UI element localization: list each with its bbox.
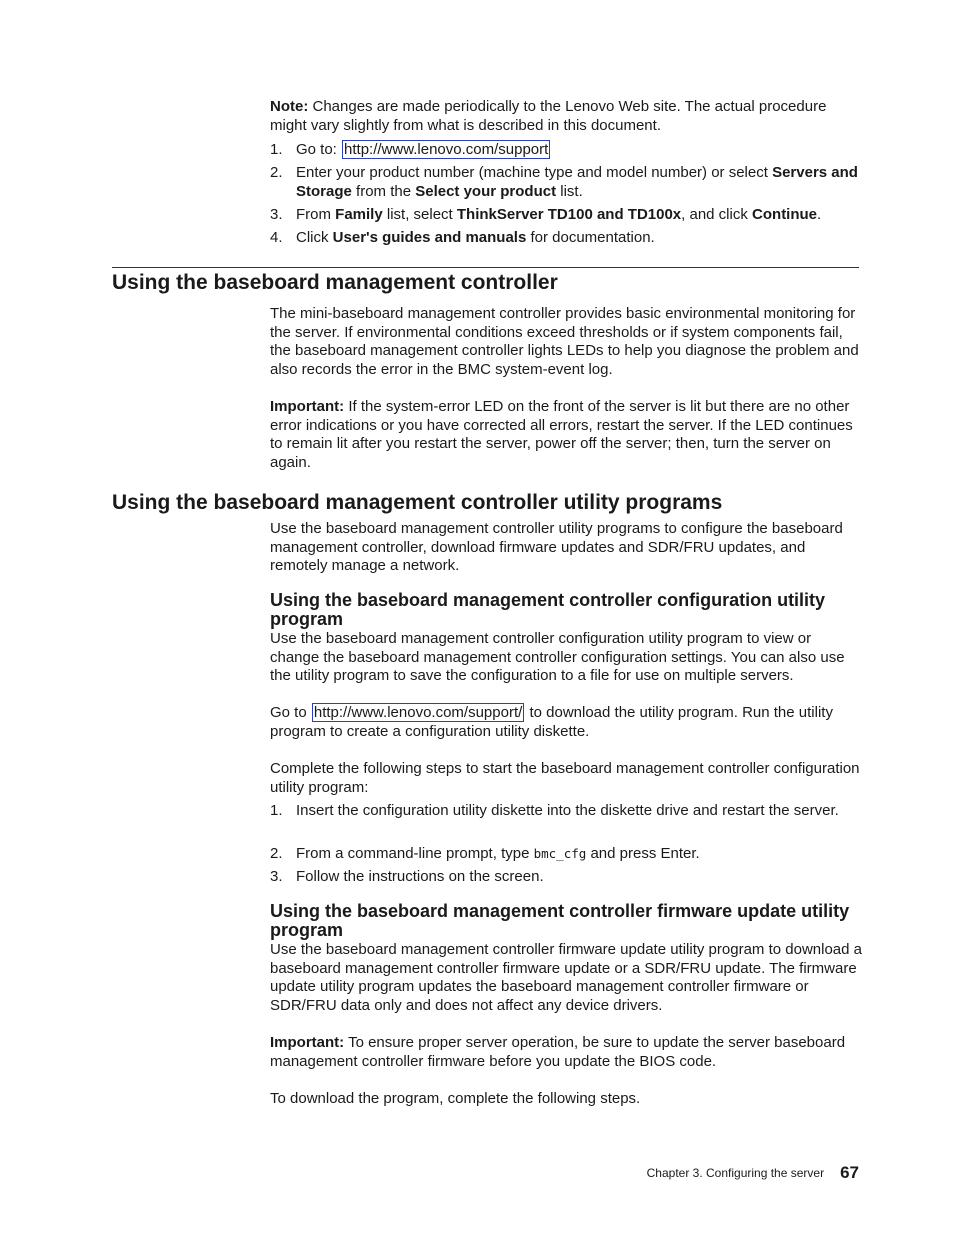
- list-number: 1.: [270, 802, 283, 819]
- list-bold-text: Servers and Storage: [296, 164, 858, 200]
- page-footer: [600, 1163, 859, 1183]
- list-bold-text: Continue: [752, 206, 818, 223]
- list-text: and press Enter.: [586, 845, 700, 862]
- body-paragraph: Use the baseboard management controller firmware update utility program to download a baseboard management controller firmware update or a SDR/FRU update. The firmware update utility program updates the baseboard management controller firmware or SDR/FRU data only and does not affect any device drivers.: [270, 941, 862, 1014]
- list-text: Go to:: [296, 141, 342, 158]
- list-text: From: [296, 206, 336, 223]
- important-label: Important:: [270, 398, 345, 415]
- section-heading: Using the baseboard management controller: [112, 271, 558, 294]
- list-text: From a command-line prompt, type: [296, 845, 534, 862]
- list-text: Insert the configuration utility diskette into the diskette drive and restart the server.: [296, 802, 839, 819]
- page-number: 67: [840, 1163, 859, 1182]
- list-text: Follow the instructions on the screen.: [296, 868, 544, 885]
- body-paragraph: The mini-baseboard management controller provides basic environmental monitoring for the server. If environmental conditions exceed thresholds or if system components fail, the baseboard management controller lights LEDs to help you diagnose the problem and also records the error in the BMC system-event log.: [270, 305, 859, 378]
- note-text: Changes are made periodically to the Lenovo Web site. The actual procedure might vary slightly from what is described in this document.: [270, 98, 827, 134]
- body-paragraph: Use the baseboard management controller utility programs to configure the baseboard management controller, download firmware updates and SDR/FRU updates, and remotely manage a network.: [270, 520, 843, 575]
- body-text: Go to: [270, 704, 311, 721]
- body-paragraph: To download the program, complete the following steps.: [270, 1090, 641, 1107]
- body-paragraph: [270, 704, 862, 741]
- command-code: bmc_cfg: [533, 846, 587, 861]
- list-bold-text: User's guides and manuals: [332, 229, 527, 246]
- list-bold-text: Select your product: [415, 182, 557, 200]
- list-text: list, select: [382, 206, 457, 223]
- important-paragraph: [270, 398, 862, 472]
- body-paragraph: Complete the following steps to start the baseboard management controller configuration utility program:: [270, 760, 860, 796]
- list-text: Click: [296, 229, 333, 246]
- important-paragraph: [270, 1034, 862, 1071]
- list-item: [270, 206, 862, 225]
- list-item: [270, 845, 862, 864]
- list-text: for documentation.: [526, 229, 655, 246]
- subsection-heading: Using the baseboard management controller configuration utility program: [270, 590, 826, 629]
- list-item: [270, 141, 862, 160]
- chapter-label: Chapter 3. Configuring the server: [646, 1166, 825, 1180]
- list-number: 2.: [270, 164, 283, 181]
- list-number: 4.: [270, 229, 283, 246]
- list-bold-text: ThinkServer TD100 and TD100x: [456, 206, 682, 223]
- list-number: 3.: [270, 206, 283, 223]
- section-divider: [112, 267, 859, 268]
- list-number: 2.: [270, 845, 283, 862]
- body-paragraph: Use the baseboard management controller configuration utility program to view or change the baseboard management controller configuration settings. You can also use the utility program to save the configuration to a file for use on multiple servers.: [270, 630, 845, 685]
- list-bold-text: Family: [335, 206, 383, 223]
- important-text: If the system-error LED on the front of the server is lit but there are no other error indications or you have corrected all errors, restart the server. If the LED continues to remain lit after you restart the server, power off the server; then, turn the server on again.: [270, 398, 853, 471]
- list-item: [270, 164, 862, 201]
- section-heading: Using the baseboard management controller utility programs: [112, 491, 723, 514]
- list-number: 3.: [270, 868, 283, 885]
- list-text: Enter your product number (machine type and model number) or select: [296, 164, 773, 181]
- lenovo-support-link[interactable]: http://www.lenovo.com/support: [344, 141, 549, 158]
- list-item: [270, 868, 862, 887]
- list-text: list.: [556, 182, 583, 200]
- list-text: , and click: [681, 206, 753, 223]
- note-label: Note:: [270, 98, 309, 115]
- list-text: .: [817, 206, 822, 223]
- important-text: To ensure proper server operation, be sure to update the server baseboard management controller firmware before you update the BIOS code.: [270, 1034, 846, 1070]
- body-text: to download the utility program. Run the utility program to create a configuration utility diskette.: [270, 704, 833, 740]
- list-number: 1.: [270, 141, 283, 158]
- lenovo-support-link[interactable]: http://www.lenovo.com/support/: [313, 704, 523, 721]
- list-item: [270, 802, 862, 821]
- important-label: Important:: [270, 1034, 345, 1051]
- list-text: from the: [351, 182, 416, 200]
- note-paragraph: [270, 98, 862, 135]
- list-item: [270, 229, 862, 248]
- subsection-heading: Using the baseboard management controller firmware update utility program: [270, 901, 850, 940]
